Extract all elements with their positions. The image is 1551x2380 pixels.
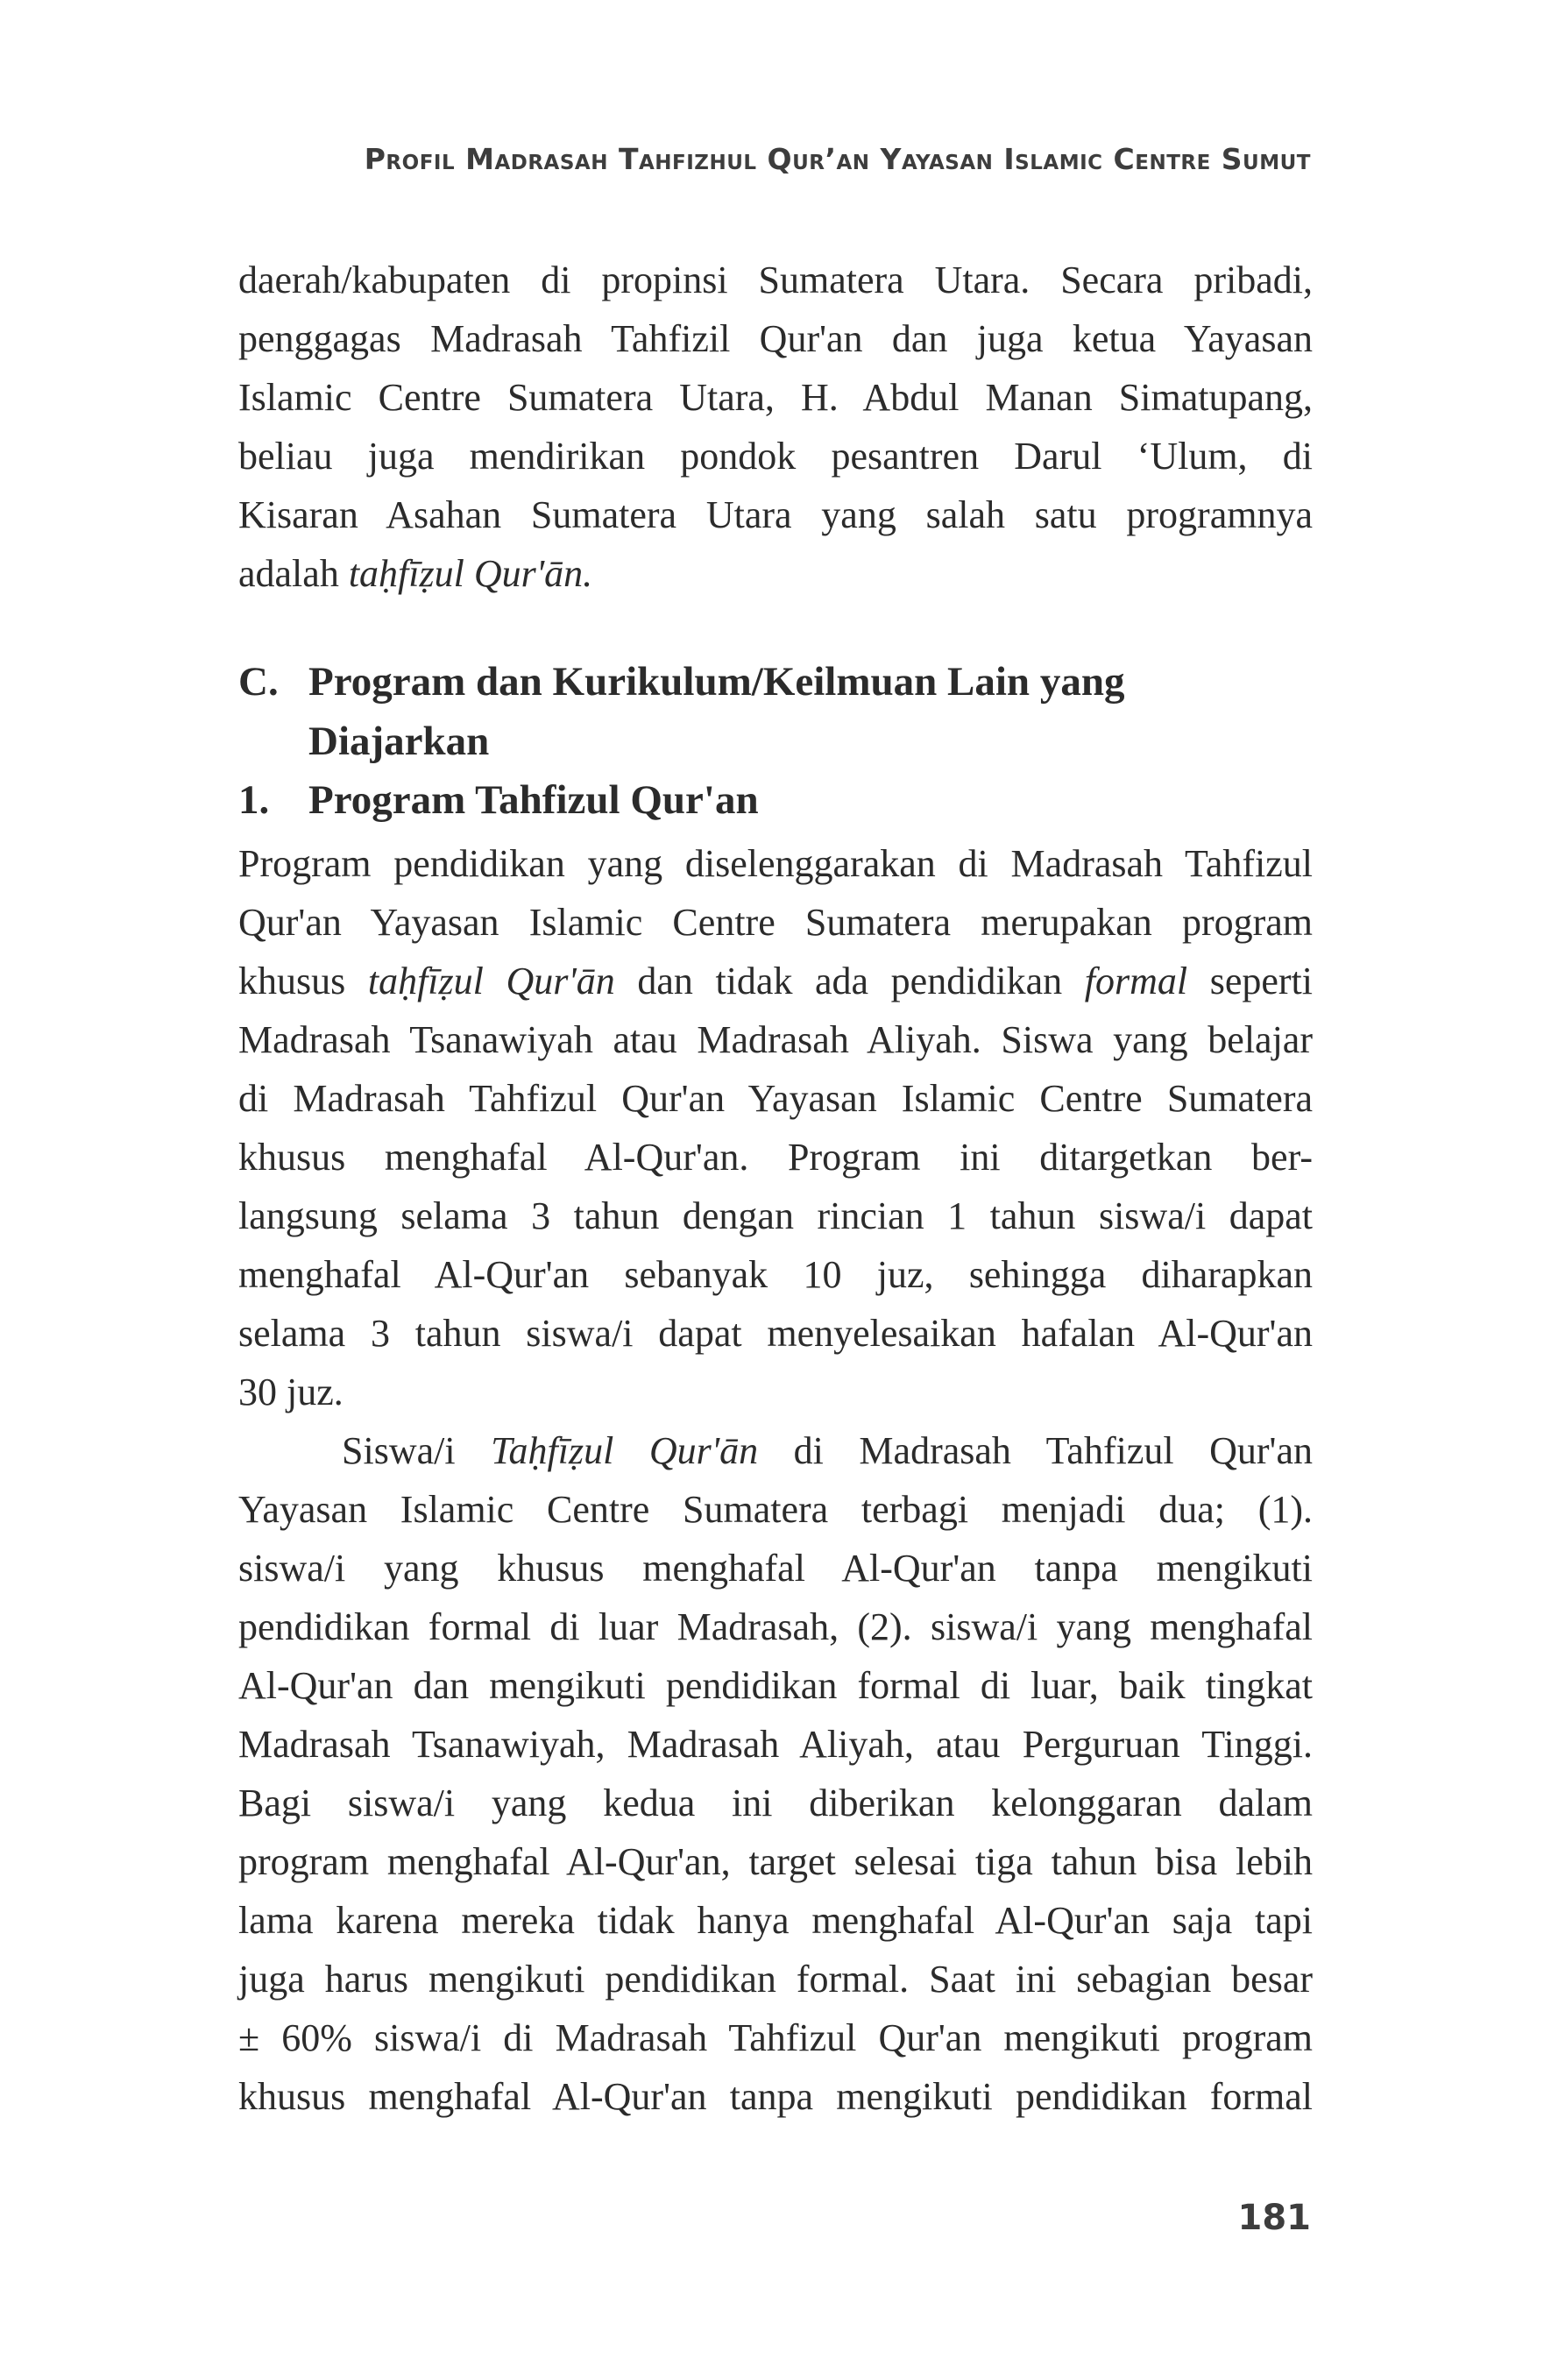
text-line: menghafal Al-Qur'an sebanyak 10 juz, sehingga diharapkan (238, 1253, 1313, 1296)
text-run: adalah (238, 552, 349, 595)
text-line (238, 952, 1313, 1010)
section-title-line: Diajarkan (308, 719, 490, 764)
text-line: khusus menghafal Al-Qur'an tanpa mengikuti pendidikan formal (238, 2075, 1313, 2118)
text-line: ± 60% siswa/i di Madrasah Tahfizul Qur'an mengikuti program (238, 2016, 1313, 2059)
text-line: khusus menghafal Al-Qur'an. Program ini ditargetkan ber- (238, 1136, 1313, 1179)
text-run: dan tidak ada pendidikan (614, 960, 1085, 1002)
section-heading (238, 652, 1313, 771)
text-line: pendidikan formal di luar Madrasah, (2). siswa/i yang menghafal (238, 1605, 1313, 1648)
text-run: seperti (1187, 960, 1313, 1002)
text-line: Yayasan Islamic Centre Sumatera terbagi menjadi dua; (1). (238, 1488, 1313, 1531)
subsection-marker: 1. (238, 777, 270, 823)
text-line: di Madrasah Tahfizul Qur'an Yayasan Islamic Centre Sumatera (238, 1077, 1313, 1120)
italic-term: Taḥfīẓul Qur'ān (491, 1429, 759, 1472)
text-run: di Madrasah Tahfizul Qur'an (758, 1429, 1313, 1472)
italic-term: taḥfīẓul Qur'ān. (348, 552, 593, 595)
text-line: juga harus mengikuti pendidikan formal. Saat ini sebagian besar (238, 1958, 1313, 2001)
text-line (238, 544, 1313, 603)
text-line: program menghafal Al-Qur'an, target selesai tiga tahun bisa lebih (238, 1840, 1313, 1883)
text-line: lama karena mereka tidak hanya menghafal Al-Qur'an saja tapi (238, 1899, 1313, 1942)
text-line: Qur'an Yayasan Islamic Centre Sumatera merupakan program (238, 901, 1313, 944)
text-run: khusus (238, 960, 368, 1002)
subsection-title: Program Tahfizul Qur'an (308, 777, 759, 823)
text-line: Islamic Centre Sumatera Utara, H. Abdul Manan Simatupang, (238, 376, 1313, 419)
text-line (238, 1421, 1313, 1480)
subsection-heading (238, 770, 1313, 830)
italic-term: taḥfīẓul Qur'ān (367, 960, 615, 1002)
text-line: daerah/kabupaten di propinsi Sumatera Utara. Secara pribadi, (238, 259, 1313, 301)
text-line: 30 juz. (238, 1371, 343, 1413)
italic-term: formal (1084, 960, 1188, 1002)
paragraph-continuation (238, 251, 1313, 603)
text-line: siswa/i yang khusus menghafal Al-Qur'an tanpa mengikuti (238, 1547, 1313, 1590)
text-line: Al-Qur'an dan mengikuti pendidikan formal di luar, baik tingkat (238, 1664, 1313, 1707)
text-run: Siswa/i (342, 1429, 492, 1472)
paragraph (238, 834, 1313, 1421)
text-line: Madrasah Tsanawiyah, Madrasah Aliyah, atau Perguruan Tinggi. (238, 1723, 1313, 1766)
text-line: penggagas Madrasah Tahfizil Qur'an dan juga ketua Yayasan (238, 317, 1313, 360)
text-line: Bagi siswa/i yang kedua ini diberikan kelonggaran dalam (238, 1781, 1313, 1824)
text-line: Madrasah Tsanawiyah atau Madrasah Aliyah. Siswa yang belajar (238, 1018, 1313, 1061)
running-header: Profil Madrasah Tahfizhul Qur’an Yayasan Islamic Centre Sumut (364, 142, 1311, 176)
text-line: langsung selama 3 tahun dengan rincian 1 tahun siswa/i dapat (238, 1194, 1313, 1237)
page-number: 181 (1237, 2198, 1311, 2238)
text-line: selama 3 tahun siswa/i dapat menyelesaikan hafalan Al-Qur'an (238, 1312, 1313, 1355)
section-marker: C. (238, 659, 279, 705)
text-line: Program pendidikan yang diselenggarakan di Madrasah Tahfizul (238, 842, 1313, 885)
text-line: Kisaran Asahan Sumatera Utara yang salah satu programnya (238, 493, 1313, 536)
section-title-line: Program dan Kurikulum/Keilmuan Lain yang (308, 659, 1125, 705)
text-line: beliau juga mendirikan pondok pesantren Darul ‘Ulum, di (238, 435, 1313, 478)
paragraph (238, 1421, 1313, 2126)
